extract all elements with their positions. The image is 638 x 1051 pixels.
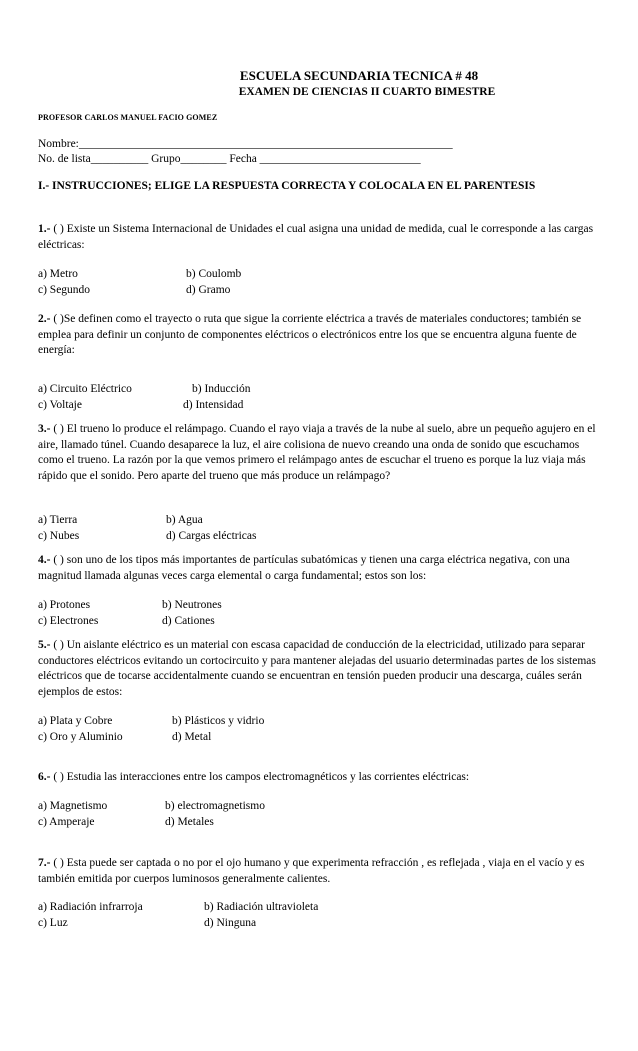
option-a: a) Circuito Eléctrico (38, 383, 132, 395)
question-text: ( ) son uno de los tipos más importantes de partículas subatómicas y tienen una carga eléctrica negativa, con una magnitud llamada algunas veces carga elemental o carga fundamental; estos son los: (38, 554, 570, 582)
options-7 (38, 900, 318, 931)
question-text: ( ) Existe un Sistema Internacional de Unidades el cual asigna una unidad de medida, cual le corresponde a las cargas eléctricas: (38, 223, 594, 251)
option-d: d) Ninguna (204, 916, 257, 929)
question-4 (38, 553, 604, 584)
option-b: b) Coulomb (186, 268, 242, 280)
option-a: a) Radiación infrarroja (38, 901, 143, 913)
option-b: b) Agua (166, 514, 203, 526)
question-number: 6.- (38, 771, 51, 783)
teacher-name: PROFESOR CARLOS MANUEL FACIO GOMEZ (38, 113, 218, 122)
options-4 (38, 598, 222, 629)
option-d: d) Gramo (186, 283, 231, 296)
question-3 (38, 422, 604, 484)
options-5 (38, 714, 264, 745)
option-c: c) Voltaje (38, 398, 82, 411)
option-d: d) Intensidad (183, 398, 244, 411)
option-a: a) Magnetismo (38, 800, 108, 812)
list-group-date-field: No. de lista__________ Grupo________ Fecha ____________________________ (38, 153, 421, 165)
question-5 (38, 638, 604, 700)
question-text: ( )Se definen como el trayecto o ruta que sigue la corriente eléctrica a través de materiales conductores; también se emplea para definir un conjunto de componentes eléctricos o electrónicos entre los que se encuentra alguna fuente de energía: (38, 313, 582, 357)
question-text: ( ) El trueno lo produce el relámpago. Cuando el rayo viaja a través de la nube al suelo, abre un pequeño agujero en el aire, llamado túnel. Cuando desaparece la luz, el aire colisiona de nuevo creando una onda de sonido que escuchamos como el trueno. La razón por la que vemos primero el relámpago antes de escuchar el trueno es porque la luz viaja más rápido que el sonido. Pero aparte del trueno que más produce un relámpago? (38, 423, 596, 482)
question-number: 7.- (38, 857, 51, 869)
option-a: a) Protones (38, 599, 91, 611)
question-text: ( ) Esta puede ser captada o no por el ojo humano y que experimenta refracción , es reflejada , viaja en el vacío y es también emitida por cuerpos luminosos generalmente calientes. (38, 857, 585, 885)
option-d: d) Metales (165, 815, 214, 828)
option-b: b) electromagnetismo (165, 800, 265, 812)
option-b: b) Radiación ultravioleta (204, 901, 319, 913)
option-a: a) Metro (38, 268, 78, 280)
option-b: b) Inducción (192, 383, 251, 395)
options-1 (38, 267, 241, 298)
question-number: 5.- (38, 639, 51, 651)
question-number: 4.- (38, 554, 51, 566)
option-d: d) Cargas eléctricas (166, 529, 257, 542)
name-field: Nombre:_________________________________________________________________ (38, 138, 453, 150)
options-3 (38, 513, 256, 544)
question-text: ( ) Estudia las interacciones entre los campos electromagnéticos y las corrientes eléctricas: (50, 771, 470, 783)
question-2 (38, 312, 604, 359)
options-2 (38, 382, 250, 413)
options-6 (38, 799, 265, 830)
option-b: b) Plásticos y vidrio (172, 715, 265, 727)
question-number: 2.- (38, 313, 51, 325)
question-7 (38, 856, 604, 887)
question-number: 3.- (38, 423, 51, 435)
option-c: c) Nubes (38, 529, 80, 542)
option-d: d) Cationes (162, 614, 215, 627)
option-a: a) Plata y Cobre (38, 715, 113, 727)
question-6 (38, 770, 604, 786)
option-c: c) Segundo (38, 283, 91, 296)
option-d: d) Metal (172, 730, 212, 743)
option-c: c) Luz (38, 916, 68, 929)
option-a: a) Tierra (38, 514, 78, 526)
option-c: c) Electrones (38, 614, 99, 627)
option-c: c) Oro y Aluminio (38, 730, 123, 743)
question-1 (38, 222, 604, 253)
question-number: 1.- (38, 223, 51, 235)
option-b: b) Neutrones (162, 599, 222, 611)
option-c: c) Amperaje (38, 815, 95, 828)
question-text: ( ) Un aislante eléctrico es un material con escasa capacidad de conducción de la electricidad, utilizado para separar conductores eléctricos evitando un cortocircuito y para mantener alejadas del usuario determinadas partes de los sistemas eléctricos que de tocarse accidentalmente cuando se encuentran en tensión pueden producir una descarga, cuáles serán ejemplos de estos: (38, 639, 596, 698)
instructions: I.- INSTRUCCIONES; ELIGE LA RESPUESTA CORRECTA Y COLOCALA EN EL PARENTESIS (38, 180, 536, 192)
exam-title: EXAMEN DE CIENCIAS II CUARTO BIMESTRE (238, 86, 496, 98)
school-name: ESCUELA SECUNDARIA TECNICA # 48 (239, 68, 479, 83)
